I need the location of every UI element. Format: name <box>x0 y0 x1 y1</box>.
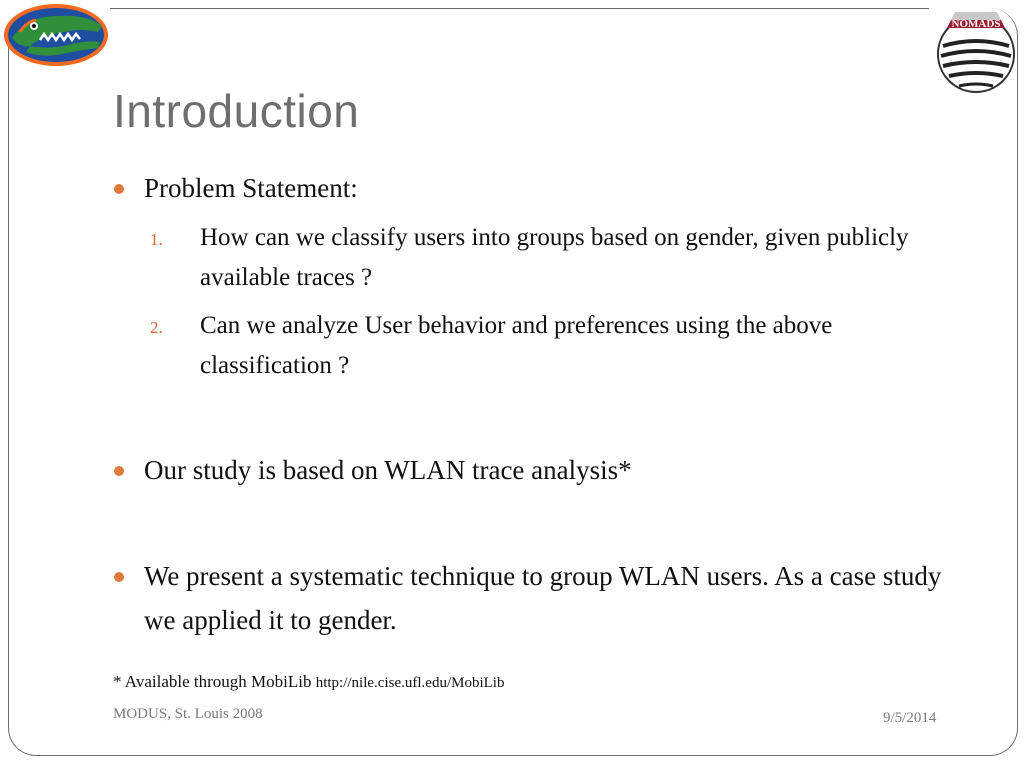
bullet-text: Our study is based on WLAN trace analysis* <box>144 455 632 485</box>
bullet-text: Problem Statement: <box>144 173 358 203</box>
florida-gator-logo <box>2 2 110 68</box>
footnote-link[interactable]: http://nile.cise.ufl.edu/MobiLib <box>315 675 505 691</box>
nomads-logo <box>933 2 1019 94</box>
item-number: 1. <box>150 230 163 249</box>
nomads-logo-text: NOMADS <box>951 18 1001 30</box>
bullet-dot <box>114 184 124 194</box>
footnote-text: * Available through MobiLib <box>113 672 316 691</box>
bullet-dot <box>114 572 124 582</box>
slide-top-border <box>110 8 929 9</box>
slide-title: Introduction <box>113 85 360 137</box>
bullet-dot <box>114 466 124 476</box>
item-text: Can we analyze User behavior and preferences using the above classification ? <box>200 312 833 379</box>
item-text: How can we classify users into groups based on gender, given publicly available traces ? <box>200 224 909 291</box>
footer-conference: MODUS, St. Louis 2008 <box>113 706 263 722</box>
footer-date: 9/5/2014 <box>883 710 937 726</box>
bullet-text: We present a systematic technique to group WLAN users. As a case study we applied it to gender. <box>144 561 942 635</box>
item-number: 2. <box>150 318 163 337</box>
footnote <box>113 672 504 692</box>
